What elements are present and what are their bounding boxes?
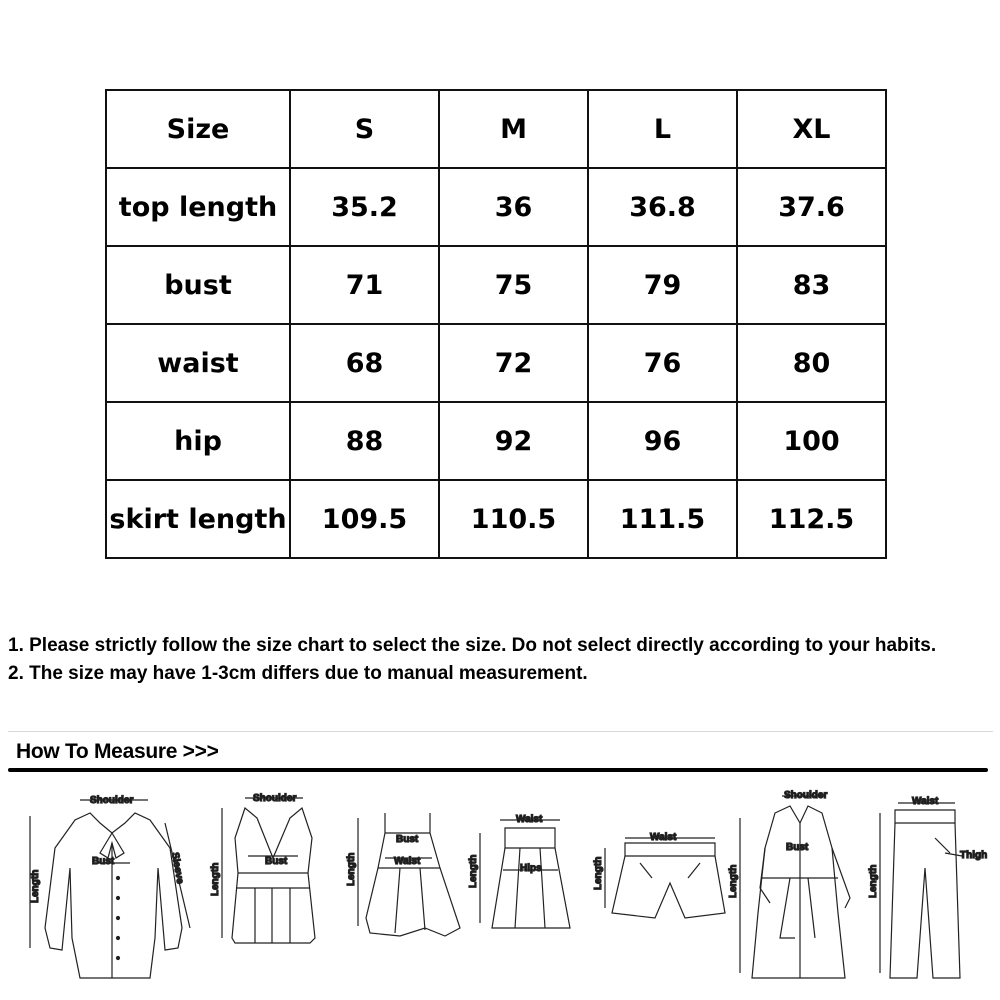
header-cell: M: [439, 90, 588, 168]
table-cell: 109.5: [290, 480, 439, 558]
waist-label-7: Waist: [912, 796, 939, 807]
shoulder-label-6: Shoulder: [784, 790, 828, 801]
vest-illustration: [222, 798, 315, 943]
length-label: Length: [30, 869, 41, 903]
header-cell: Size: [106, 90, 290, 168]
table-cell: 75: [439, 246, 588, 324]
table-cell: 80: [737, 324, 886, 402]
note-2: 2. The size may have 1-3cm differs due to manual measurement.: [8, 663, 588, 684]
coat-illustration: [740, 796, 850, 978]
table-cell: 36: [439, 168, 588, 246]
divider: [8, 731, 993, 732]
title-underline: [8, 768, 988, 772]
header-cell: XL: [737, 90, 886, 168]
size-chart-table: [105, 89, 887, 559]
shorts-illustration: [605, 838, 725, 918]
waist-label-4: Waist: [516, 814, 543, 825]
size-notes: [8, 632, 993, 688]
table-cell: 76: [588, 324, 737, 402]
skirt-illustration: [480, 820, 570, 928]
table-cell: 72: [439, 324, 588, 402]
table-cell: 68: [290, 324, 439, 402]
length-label-3: Length: [346, 852, 357, 886]
table-cell: 35.2: [290, 168, 439, 246]
measurement-illustrations: [0, 778, 1000, 1000]
row-label: skirt length: [106, 480, 290, 558]
waist-label-3: Waist: [394, 856, 421, 867]
length-label-6: Length: [728, 864, 739, 898]
table-cell: 36.8: [588, 168, 737, 246]
length-label-5: Length: [593, 856, 604, 890]
row-label: waist: [106, 324, 290, 402]
length-label-4: Length: [468, 854, 479, 888]
table-cell: 100: [737, 402, 886, 480]
sleeve-label: Sleeve: [169, 851, 186, 885]
thigh-label: Thigh: [960, 850, 988, 861]
trousers-illustration: [880, 803, 962, 978]
length-label-2: Length: [210, 862, 221, 896]
bust-label-6: Bust: [786, 842, 809, 853]
table-cell: 111.5: [588, 480, 737, 558]
note-1: 1. Please strictly follow the size chart to select the size. Do not select directly according to your habits.: [8, 635, 937, 656]
hips-label: Hips: [520, 863, 542, 874]
how-to-measure-title: How To Measure >>>: [16, 740, 219, 763]
table-cell: 92: [439, 402, 588, 480]
blouse-illustration: [30, 800, 190, 978]
table-row: [106, 246, 886, 324]
row-label: top length: [106, 168, 290, 246]
table-cell: 88: [290, 402, 439, 480]
table-cell: 79: [588, 246, 737, 324]
table-cell: 112.5: [737, 480, 886, 558]
shoulder-label: Shoulder: [90, 795, 134, 806]
table-row: [106, 480, 886, 558]
table-row: [106, 168, 886, 246]
table-cell: 83: [737, 246, 886, 324]
table-row: [106, 324, 886, 402]
table-cell: 71: [290, 246, 439, 324]
row-label: hip: [106, 402, 290, 480]
table-cell: 110.5: [439, 480, 588, 558]
dress-illustration: [358, 813, 460, 936]
header-cell: S: [290, 90, 439, 168]
waist-label-5: Waist: [650, 832, 677, 843]
table-header-row: [106, 90, 886, 168]
table-cell: 96: [588, 402, 737, 480]
header-cell: L: [588, 90, 737, 168]
shoulder-label-2: Shoulder: [253, 793, 297, 804]
bust-label-2: Bust: [265, 856, 288, 867]
table-cell: 37.6: [737, 168, 886, 246]
table-row: [106, 402, 886, 480]
bust-label: Bust: [92, 856, 115, 867]
bust-label-3: Bust: [396, 834, 419, 845]
length-label-7: Length: [868, 864, 879, 898]
row-label: bust: [106, 246, 290, 324]
garment-diagrams: [0, 778, 1000, 1000]
